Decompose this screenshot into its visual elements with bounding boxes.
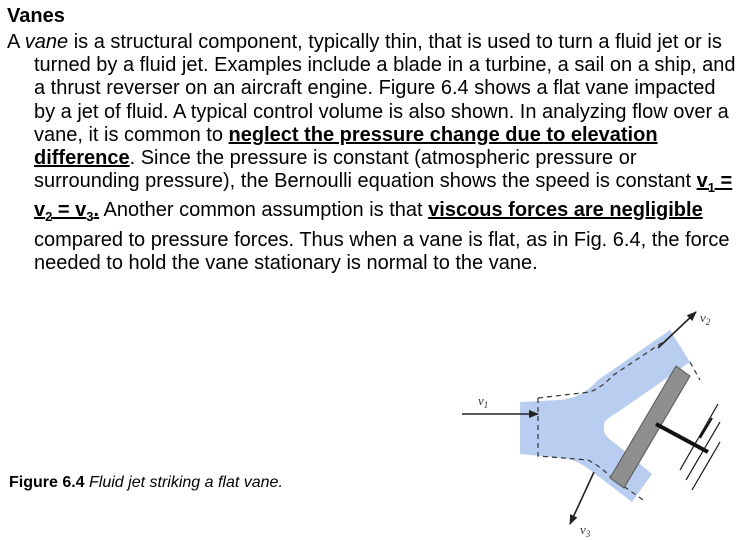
velocity-equality: $v_1 = v_2 = v_3$. <box>34 170 733 225</box>
text-run: Another common assumption is that <box>99 199 429 222</box>
key-phrase-pressure: neglect the pressure change due to elevation difference <box>34 123 658 170</box>
text-run: . Since the pressure is constant (atmospheric pressure or surrounding pressure), the Bernoulli equation shows the speed is constant <box>34 147 697 193</box>
figure-caption <box>9 473 283 493</box>
text-run: A <box>7 31 25 53</box>
label-v2: $v_2$ <box>700 310 711 327</box>
text-run: is a structural component, typically thin, that is used to turn a fluid jet or is turned by a fluid jet. Examples include a blade in a turbine, a sail on a ship, and a thrust reverser on an aircraft engine. Figure 6.4 shows a flat vane impacted by a jet of fluid. A typical control volume is also shown. In analyzing flow over a vane, it is common to <box>34 31 736 146</box>
text-run: compared to pressure forces. Thus when a vane is flat, as in Fig. 6.4, the force needed to hold the vane stationary is normal to the vane. <box>34 228 730 274</box>
label-v1: $v_1$ <box>478 393 489 410</box>
arrow-v3 <box>570 472 594 524</box>
emphasis-vane: vane <box>24 31 69 53</box>
caption-text: Fluid jet striking a flat vane. <box>84 474 283 491</box>
support-wall <box>700 418 712 438</box>
label-v3: $v_3$ <box>580 522 591 539</box>
key-phrase-viscous: viscous forces are negligible <box>428 199 703 222</box>
caption-label: Figure 6.4 <box>9 474 85 491</box>
section-title: Vanes <box>7 5 65 27</box>
